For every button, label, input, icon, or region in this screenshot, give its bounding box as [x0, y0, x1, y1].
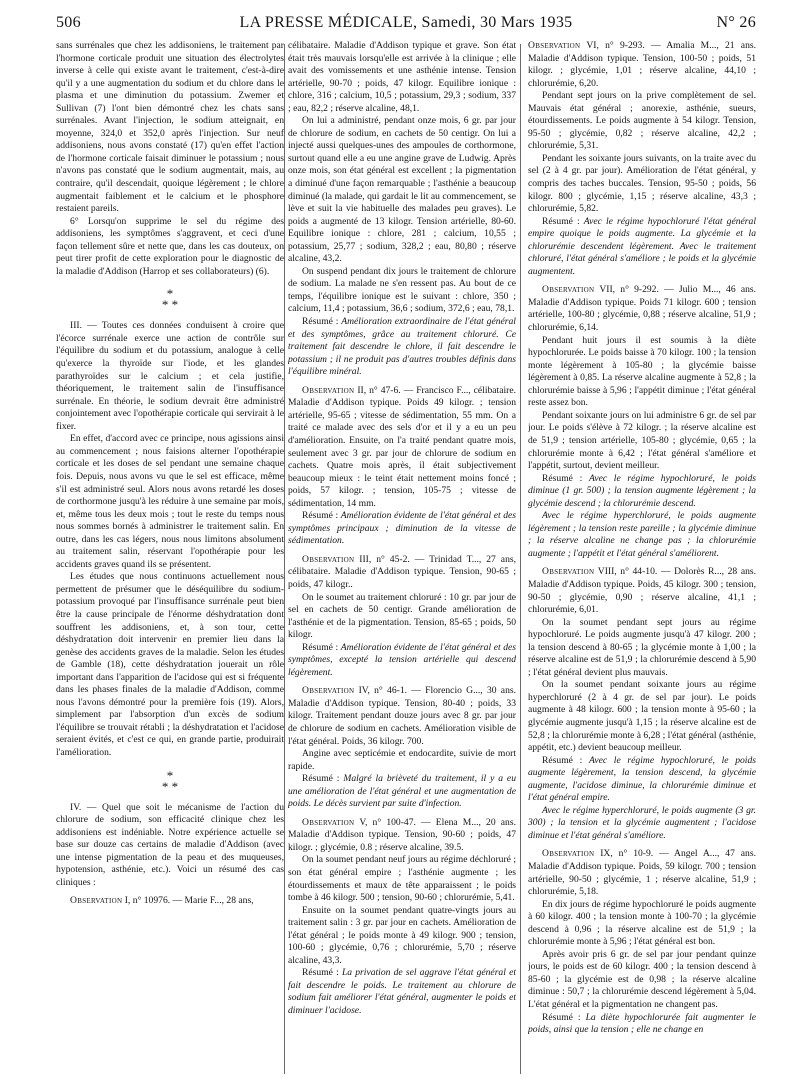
observation-text: V, n° 100-47. — Elena M..., 20 ans. Maladie d'Addison typique. Tension, 90-60 ; poids, 47 kilogr. ; glycémie, 0.8 ; réserve alcaline, 39.5.	[288, 816, 516, 853]
column-divider	[284, 44, 285, 1074]
observation-heading	[528, 40, 756, 90]
observation-text: III, n° 45-2. — Trinidad T..., 27 ans, célibataire. Maladie d'Addison typique. Tension, 90-65 ; poids, 47 kilogr..	[288, 553, 516, 590]
summary-label: Résumé :	[302, 773, 340, 785]
summary-text: Amélioration extraordinaire de l'état général et des symptômes, grâce au traitement chloruré. Ce traitement fait descendre le chlore, il fait descendre le potassium ; il ne produit pas d'autres troubles définis dans l'équilibre minéral.	[288, 316, 516, 378]
observation-text: VII, n° 9-292. — Julio M..., 46 ans. Maladie d'Addison typique. Poids 71 kilogr. 600 ; tension artérielle, 100-80 ; glycémie, 0,88 ; réserve alcaline, 51,9 ; chlorurémie, 6,14.	[528, 284, 756, 334]
summary-label: Résumé :	[302, 316, 339, 328]
observation-text: II, n° 47-6. — Francisco F..., célibataire. Maladie d'Addison typique. Poids 49 kilogr. ; tension artérielle, 95-65 ; vitesse de sédimentation, 55 mm. On a traité ce malade avec des sels d'or et il y a eu un peu d'amélioration. Ensuite, on l'a traité pendant quatre mois, seulement avec 3 gr. par jour de chlorure de sodium en cachets. Quatre mois après, il était subjectivement beaucoup mieux : le teint était nettement moins foncé ; poids, 57 kilogr. ; tension, 105-75 ; vitesse de sédimentation, 14 mm.	[288, 384, 516, 509]
summary	[288, 773, 516, 811]
summary-text: Avec le régime hypochloruré, le poids augmente légèrement, la tension descend, la glycémie augmente, l'acidose diminue, la chlorurémie diminue et l'état général empire.	[528, 754, 756, 804]
summary	[528, 473, 756, 511]
observation-label: Observation	[302, 816, 355, 828]
summary-label: Résumé :	[542, 472, 583, 484]
page-header	[56, 14, 756, 34]
paragraph: IV. — Quel que soit le mécanisme de l'action du chlorure de sodium, son efficacité clinique chez les addisoniens est indéniable. Notre expérience actuelle se base sur douze cas certains de maladie d'Addison (avec une intense pigmentation de la peau et des muqueuses, hypotension, asthénie, etc.). Voici un résumé des cas cliniques :	[56, 801, 284, 888]
observation-heading	[528, 284, 756, 334]
summary-label: Résumé :	[542, 1011, 581, 1023]
paragraph: On lui a administré, pendant onze mois, 6 gr. par jour de chlorure de sodium, en cachets de 50 centigr. On lui a injecté aussi quelques-unes des ampoules de corthormone, surtout quand elle a eu une angine grave de Ludwig. Après onze mois, son état général est excellent ; la pigmentation a diminué d'une façon remarquable ; l'asthénie a beaucoup diminué (la malade, qui gardait le lit au commencement, se lève et suit la vie habituelle des malades peu graves). Le poids a augmenté de 13 kilogr. Tension artérielle, 80-60. Equilibre ionique : chlore, 281 ; calcium, 10,55 ; potassium, 25,77 ; sodium, 328,2 ; eau, 80,80 ; réserve alcaline, 43,2.	[288, 115, 516, 265]
paragraph: Après avoir pris 6 gr. de sel par jour pendant quinze jours, le poids est de 60 kilogr. 400 ; la tension descend à 85-60 ; la glycémie est de 0,98 ; la réserve alcaline diminue : 50,7 ; la chlorurémie descend légèrement à 5,04. L'état général et la pigmentation ne changent pas.	[528, 948, 756, 1011]
paragraph: On la soumet pendant soixante jours au régime hyperchloruré (2 à 4 gr. de sel par jour). Le poids augmente à 48 kilogr. 600 ; la tension monte à 95-60 ; la glycémie augmente jusqu'à 1,15 ; la réserve alcaline est de 52,8 ; la chlorurémie monte à 6,28 ; l'état général (asthénie, appétit, etc.) devient beaucoup meilleur.	[528, 679, 756, 754]
paragraph: 6° Lorsqu'on supprime le sel du régime des addisoniens, les symptômes s'aggravent, et ceci d'une façon tellement sûre et nette que, dans les cas douteux, on peut tirer profit de cette exploration pour le diagnostic de la maladie d'Addison (Harrop et ses collaborateurs) (6).	[56, 215, 284, 277]
summary	[288, 316, 516, 379]
observation-label: Observation	[302, 685, 355, 697]
journal-title: LA PRESSE MÉDICALE, Samedi, 30 Mars 1935	[239, 14, 573, 31]
summary	[528, 216, 756, 279]
text-column-1	[56, 40, 284, 1080]
paragraph: Pendant les soixante jours suivants, on la traite avec du sel (2 à 4 gr. par jour). Amélioration de l'état général, y compris des taches buccales. Tension, 95-50 ; poids, 56 kilogr. 800 ; glycémie, 1,15 ; réserve alcaline, 43,3 ; chlorurémie, 5,82.	[528, 152, 756, 215]
text-column-2	[288, 40, 516, 1080]
summary	[528, 1012, 756, 1037]
paragraph: célibataire. Maladie d'Addison typique et grave. Son état était très mauvais lorsqu'elle est arrivée à la clinique ; elle avait des vomissements et une asthénie intense. Tension artérielle, 90-70 ; poids, 47 kilogr. Equilibre ionique : chlore, 316 ; calcium, 10,5 ; potassium, 29,3 ; sodium, 337 ; eau, 82,2 ; réserve alcaline, 48,1.	[288, 40, 516, 114]
summary	[288, 967, 516, 1017]
summary-text: Avec le régime hypochloruré, le poids diminue (1 gr. 500) ; la tension augmente légèrement ; la glycémie descend ; la chlorurémie descend.	[528, 472, 756, 509]
observation-heading	[528, 566, 756, 616]
paragraph: Pendant sept jours on la prive complètement de sel. Mauvais état général ; anorexie, asthénie, sueurs, étourdissements. Le poids augmente à 54 kilogr. Tension, 95-50 ; glycémie, 0,82 ; réserve alcaline, 42,2 ; chlorurémie, 5,31.	[528, 90, 756, 152]
paragraph: Pendant huit jours il est soumis à la diète hypochlorurée. Le poids baisse à 70 kilogr. 100 ; la tension monte légèrement à 105-80 ; la glycémie baisse légèrement à 0,85. La réserve alcaline augmente à 52,8 ; la chlorurémie baisse à 5,96 ; l'appétit diminue ; l'état général reste assez bon.	[528, 334, 756, 409]
observation-label: Observation	[528, 40, 581, 51]
paragraph: Angine avec septicémie et endocardite, suivie de mort rapide.	[288, 748, 516, 772]
paragraph: On suspend pendant dix jours le traitement de chlorure de sodium. La malade ne s'en ressent pas. Au bout de ce temps, l'équilibre ionique est le suivant : chlore, 350 ; calcium, 11,4 ; potassium, 36,6 ; sodium, 372,6 ; eau, 78,1.	[288, 265, 516, 315]
summary-label: Résumé :	[302, 510, 339, 522]
paragraph: En effet, d'accord avec ce principe, nous agissions ainsi au commencement ; nous faisions alterner l'opothérapie corticale et les doses de sel pendant une semaine chaque fois. Depuis, nous avons vu que le sel est efficace, même s'il est administré seul. Alors nous avons retardé les doses de corthormone jusqu'à les réduire à une semaine par mois, et, même tous les deux mois ; tout le reste du temps nous nous sommes bornés à administrer le traitement salin. En outre, dans les cas légers, nous nous limitons absolument au traitement salin, réservant l'opothérapie pour les accidents graves quand ils se présentent.	[56, 433, 284, 570]
observation-heading	[528, 848, 756, 898]
text-column-3	[528, 40, 756, 1080]
paragraph: Ensuite on la soumet pendant quatre-vingts jours au traitement salin : 3 gr. par jour en cachets. Amélioration de l'état général ; le poids monte à 49 kilogr. 900 ; tension, 100-60 ; glycémie, 0,76 ; chlorurémie, 5,70 ; réserve alcaline, 43,3.	[288, 904, 516, 966]
observation-text: I, n° 10976. — Marie F..., 28 ans,	[124, 895, 254, 907]
summary	[288, 510, 516, 548]
observation-label: Observation	[542, 566, 595, 578]
page-number: 506	[56, 14, 81, 31]
observation-heading	[288, 817, 516, 855]
paragraph: On le soumet au traitement chloruré : 10 gr. par jour de sel en cachets de 50 centigr. Grande amélioration de l'asthénie et de la pigmentation. Tension, 85-65 ; poids, 50 kilogr.	[288, 591, 516, 641]
section-separator: * * *	[161, 767, 179, 794]
observation-text: IX, n° 10-9. — Angel A..., 47 ans. Maladie d'Addison typique. Poids, 59 kilogr. 700 ; tension artérielle, 90-50 ; glycémie, 1 ; réserve alcaline, 51,9 ; chlorurémie, 5,18.	[528, 848, 756, 898]
observation-label: Observation	[542, 848, 595, 860]
observation-label: Observation	[70, 895, 123, 907]
paragraph: Les études que nous continuons actuellement nous permettent de présumer que le déséquilibre du sodium-potassium provoqué par l'insuffisance surrénale peut bien être la cause principale de l'énorme déshydratation dont souffrent les addisoniens, et, à son tour, cette déshydratation doit intervenir en premier lieu dans la genèse des accidents graves de la maladie. Selon les études de Gamble (18), cette déshydratation jouerait un rôle important dans l'apparition de l'acidose qui est si fréquente dans les phases finales de la maladie d'Addison, comme nous l'avons démontré pour la première fois (19). Alors, simplement par l'absorption d'un excès de sodium l'équilibre se trouvait rétabli ; la déshydratation et l'acidose seraient évités, et c'est ce qui, en grande partie, produirait l'amélioration.	[56, 571, 284, 758]
summary-label: Résumé :	[542, 754, 583, 766]
summary-continuation: Avec le régime hyperchloruré, le poids augmente (3 gr. 300) ; la tension et la glycémie augmentent ; l'acidose diminue et l'état général s'améliore.	[528, 804, 756, 841]
summary-text: Amélioration évidente de l'état général et des symptômes, excepté la tension artérielle qui descend légèrement.	[288, 641, 516, 678]
paragraph: III. — Toutes ces données conduisent à croire que l'écorce surrénale exerce une action de contrôle sur l'équilibre du sodium et du potassium, analogue à celle qu'exerce la thyroïde sur l'iode, et les glandes parathyroïdes sur le calcium ; et cela justifie, théoriquement, le traitement salin de l'insuffisance surrénale. En théorie, le sodium devrait être administré conjointement avec l'opothérapie corticale qui servirait à le fixer.	[56, 320, 284, 432]
observation-heading	[288, 554, 516, 592]
summary	[288, 642, 516, 680]
summary-text: La privation de sel aggrave l'état général et fait descendre le poids. Le traitement au chlorure de sodium fait améliorer l'état général, augmenter le poids et diminuer l'acidose.	[288, 967, 516, 1017]
observation-text: VI, n° 9-293. — Amalia M..., 21 ans. Maladie d'Addison typique. Tension, 100-50 ; poids, 51 kilogr. ; glycémie, 1,01 ; réserve alcaline, 44,10 ; chlorurémie, 6,20.	[528, 40, 756, 89]
paragraph: On la soumet pendant sept jours au régime hypochloruré. Le poids augmente jusqu'à 47 kilogr. 200 ; la tension descend à 80-65 ; la glycémie monte à 1,00 ; la réserve alcaline est de 51,9 ; la chlorurémie descend à 5,90 ; l'état général devient plus mauvais.	[528, 616, 756, 678]
paragraph: On la soumet pendant neuf jours au régime déchloruré ; son état général empire ; l'asthénie augmente ; les étourdissements et maux de tête apparaissent ; le poids tombe à 46 kilogr. 500 ; tension, 90-60 ; chlorurémie, 5,41.	[288, 854, 516, 904]
summary-text: Amélioration évidente de l'état général et des symptômes principaux ; diminution de la vitesse de sédimentation.	[288, 510, 516, 547]
observation-heading	[56, 895, 284, 908]
summary-continuation: Avec le régime hyperchloruré, le poids augmente légèrement ; la tension reste pareille ; la glycémie diminue ; la réserve alcaline ne change pas ; la chlorurémie augmente ; l'appétit et l'état général s'améliorent.	[528, 510, 756, 559]
column-divider	[520, 44, 521, 1074]
summary-text: Malgré la brièveté du traitement, il y a eu une amélioration de l'état général et une augmentation de poids. Le décès survient par suite d'infection.	[288, 773, 516, 810]
observation-heading	[288, 385, 516, 510]
observation-text: VIII, n° 44-10. — Dolorès R..., 28 ans. Maladie d'Addison typique. Poids, 45 kilogr. 300 ; tension, 90-50 ; glycémie, 0,90 ; réserve alcaline, 41,1 ; chlorurémie, 6,01.	[528, 566, 756, 616]
observation-label: Observation	[302, 553, 355, 565]
observation-heading	[288, 685, 516, 748]
observation-label: Observation	[542, 284, 595, 296]
observation-label: Observation	[302, 384, 355, 396]
paragraph: sans surrénales que chez les addisoniens, le traitement par l'hormone corticale produit une situation des électrolytes inverse à celle qui existe avant le traitement, c'est-à-dire qu'il y a une augmentation du sodium et du chlore dans le plasma et une diminution du potassium. Zwemer et Sullivan (7) l'ont bien démontré chez les chats sans surrénales. Avant l'injection, le sodium atteignait, en moyenne, 324,0 et 352,0 après l'injection. Sur neuf addisoniens, nous avons constaté (17) qu'en effet l'action de l'hormone corticale faisait diminuer le potassium ; nous n'avons pas constaté que le sodium augmentait, mais, au contraire, qu'il descendait, quoique légèrement ; le chlore augmentait faiblement et le calcium et le phosphore restaient pareils.	[56, 40, 284, 215]
summary-label: Résumé :	[302, 641, 339, 653]
paragraph: En dix jours de régime hypochloruré le poids augmente à 60 kilogr. 400 ; la tension monte à 100-70 ; la glycémie descend à 0,96 ; la réserve alcaline est de 51,9 ; la chlorurémie monte à 5,96 ; l'état général est bon.	[528, 898, 756, 948]
issue-number: N° 26	[716, 14, 756, 31]
section-separator: * * *	[161, 286, 179, 313]
summary-text: Avec le régime hypochloruré l'état général empire quoique le poids augmente. La glycémie et la chlorurémie descendent légèrement. Avec le traitement chloruré, l'état général s'améliore ; le poids et la glycémie augmentent.	[528, 215, 756, 277]
summary	[528, 755, 756, 805]
summary-label: Résumé :	[302, 967, 339, 979]
summary-text: La diète hypochlorurée fait augmenter le poids, ainsi que la tension ; elle ne change en	[528, 1011, 756, 1036]
summary-label: Résumé :	[542, 215, 580, 227]
paragraph: Pendant soixante jours on lui administre 6 gr. de sel par jour. Le poids s'élève à 72 kilogr. ; la réserve alcaline est de 51,9 ; tension artérielle, 105-80 ; glycémie, 0,65 ; la chlorurémie monte à 6,42 ; l'état général s'améliore et l'appétit, surtout, devient meilleur.	[528, 409, 756, 472]
observation-text: IV, n° 46-1. — Florencio G..., 30 ans. Maladie d'Addison typique. Tension, 80-40 ; poids, 33 kilogr. Traitement pendant douze jours avec 8 gr. par jour de chlorure de sodium en cachets. Amélioration visible de l'état général. Poids, 36 kilogr. 700.	[288, 685, 516, 747]
